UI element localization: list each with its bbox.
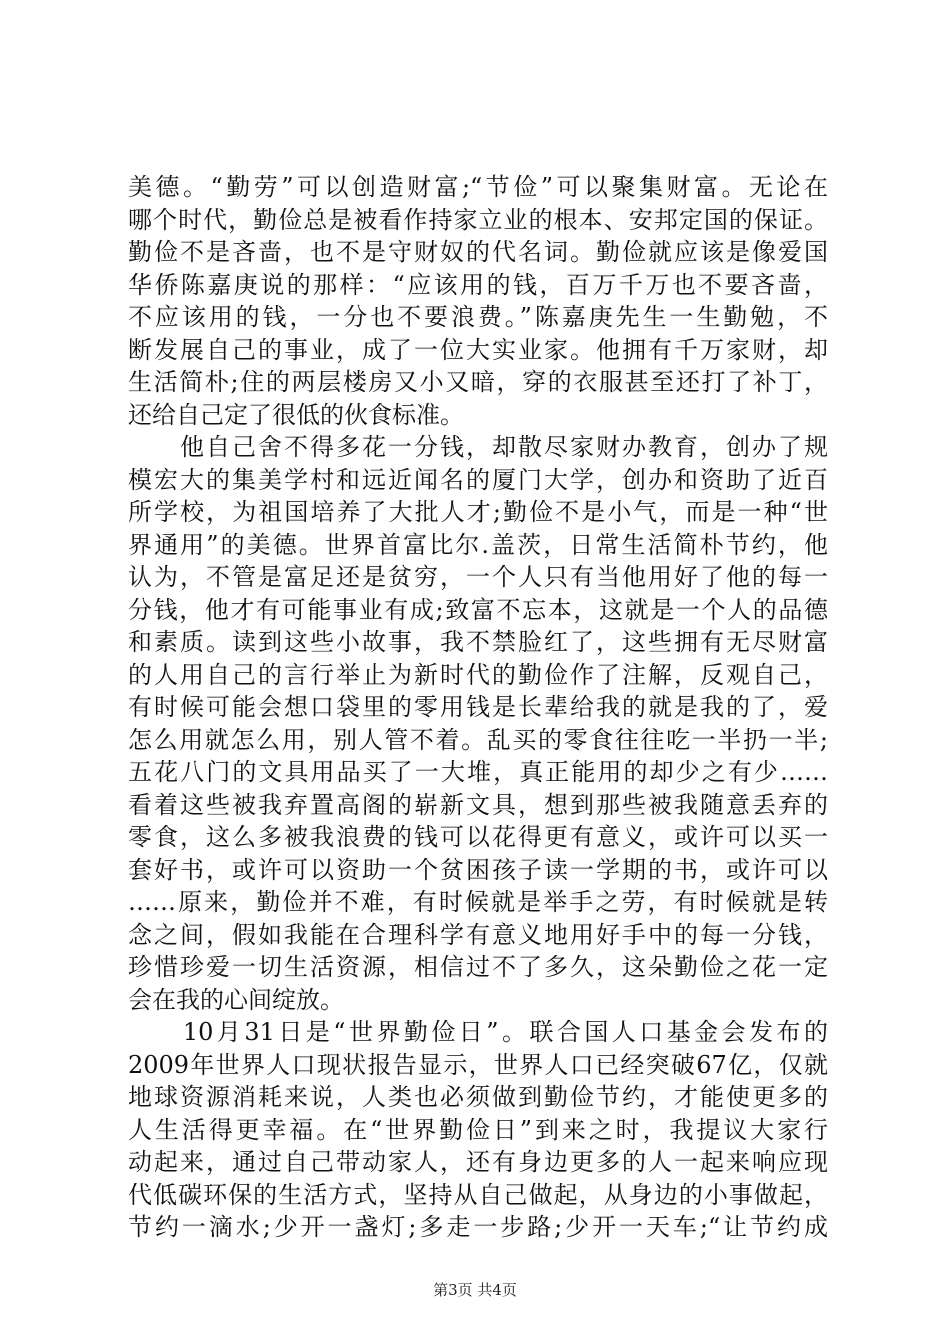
text-line: 零食，这么多被我浪费的钱可以花得更有意义，或许可以买一 <box>128 823 828 851</box>
text-line: 模宏大的集美学村和远近闻名的厦门大学，创办和资助了近百 <box>128 465 828 494</box>
text-line: 代低碳环保的生活方式，坚持从自己做起，从身边的小事做起， <box>128 1180 828 1209</box>
text-line: 认为，不管是富足还是贫穷，一个人只有当他用好了他的每一 <box>128 563 828 591</box>
text-line: 10月31日是“世界勤俭日”。联合国人口基金会发布的 <box>128 1018 828 1046</box>
text-line: 套好书，或许可以资助一个贫困孩子读一学期的书，或许可以 <box>128 855 828 884</box>
text-line: 哪个时代，勤俭总是被看作持家立业的根本、安邦定国的保证。 <box>128 205 828 234</box>
text-line: 动起来，通过自己带动家人，还有身边更多的人一起来响应现 <box>128 1148 828 1176</box>
text-line: 断发展自己的事业，成了一位大实业家。他拥有千万家财，却 <box>128 335 828 364</box>
text-line: 的人用自己的言行举止为新时代的勤俭作了注解，反观自己， <box>128 660 828 689</box>
text-line: 勤俭不是吝啬，也不是守财奴的代名词。勤俭就应该是像爱国 <box>128 238 828 266</box>
text-line: 会在我的心间绽放。 <box>128 985 344 1014</box>
text-line: 怎么用就怎么用，别人管不着。乱买的零食往往吃一半扔一半; <box>128 725 828 754</box>
text-line: 不应该用的钱，一分也不要浪费。”陈嘉庚先生一生勤勉，不 <box>128 303 828 331</box>
text-line: 华侨陈嘉庚说的那样：“应该用的钱，百万千万也不要吝啬， <box>128 270 828 299</box>
text-line: 和素质。读到这些小故事，我不禁脸红了，这些拥有无尽财富 <box>128 628 828 656</box>
text-line: 界通用”的美德。世界首富比尔.盖茨，日常生活简朴节约，他 <box>128 530 828 559</box>
text-line: 看着这些被我弃置高阁的崭新文具，想到那些被我随意丢弃的 <box>128 790 828 819</box>
text-line: 他自己舍不得多花一分钱，却散尽家财办教育，创办了规 <box>128 433 828 461</box>
text-line: 人生活得更幸福。在“世界勤俭日”到来之时，我提议大家行 <box>128 1115 828 1144</box>
text-line: 五花八门的文具用品买了一大堆，真正能用的却少之有少…… <box>128 758 828 786</box>
text-line: ……原来，勤俭并不难，有时候就是举手之劳，有时候就是转 <box>128 888 828 916</box>
text-line: 地球资源消耗来说，人类也必须做到勤俭节约，才能使更多的 <box>128 1083 828 1111</box>
text-line: 节约一滴水;少开一盏灯;多走一步路;少开一天车;“让节约成 <box>128 1213 828 1241</box>
text-line: 珍惜珍爱一切生活资源，相信过不了多久，这朵勤俭之花一定 <box>128 953 828 981</box>
text-line: 所学校，为祖国培养了大批人才;勤俭不是小气，而是一种“世 <box>128 498 828 526</box>
body-text <box>128 171 828 1244</box>
text-line: 美德。“勤劳”可以创造财富;“节俭”可以聚集财富。无论在 <box>128 173 828 201</box>
text-line: 分钱，他才有可能事业有成;致富不忘本，这就是一个人的品德 <box>128 595 828 624</box>
text-line: 生活简朴;住的两层楼房又小又暗，穿的衣服甚至还打了补丁， <box>128 368 828 396</box>
page-number-footer: 第3页 共4页 <box>433 1281 517 1299</box>
text-line: 念之间，假如我能在合理科学有意义地用好手中的每一分钱， <box>128 920 828 949</box>
text-line: 2009年世界人口现状报告显示，世界人口已经突破67亿，仅就 <box>128 1050 828 1079</box>
text-line: 还给自己定了很低的伙食标准。 <box>128 400 464 429</box>
text-line: 有时候可能会想口袋里的零用钱是长辈给我的就是我的了，爱 <box>128 693 828 721</box>
